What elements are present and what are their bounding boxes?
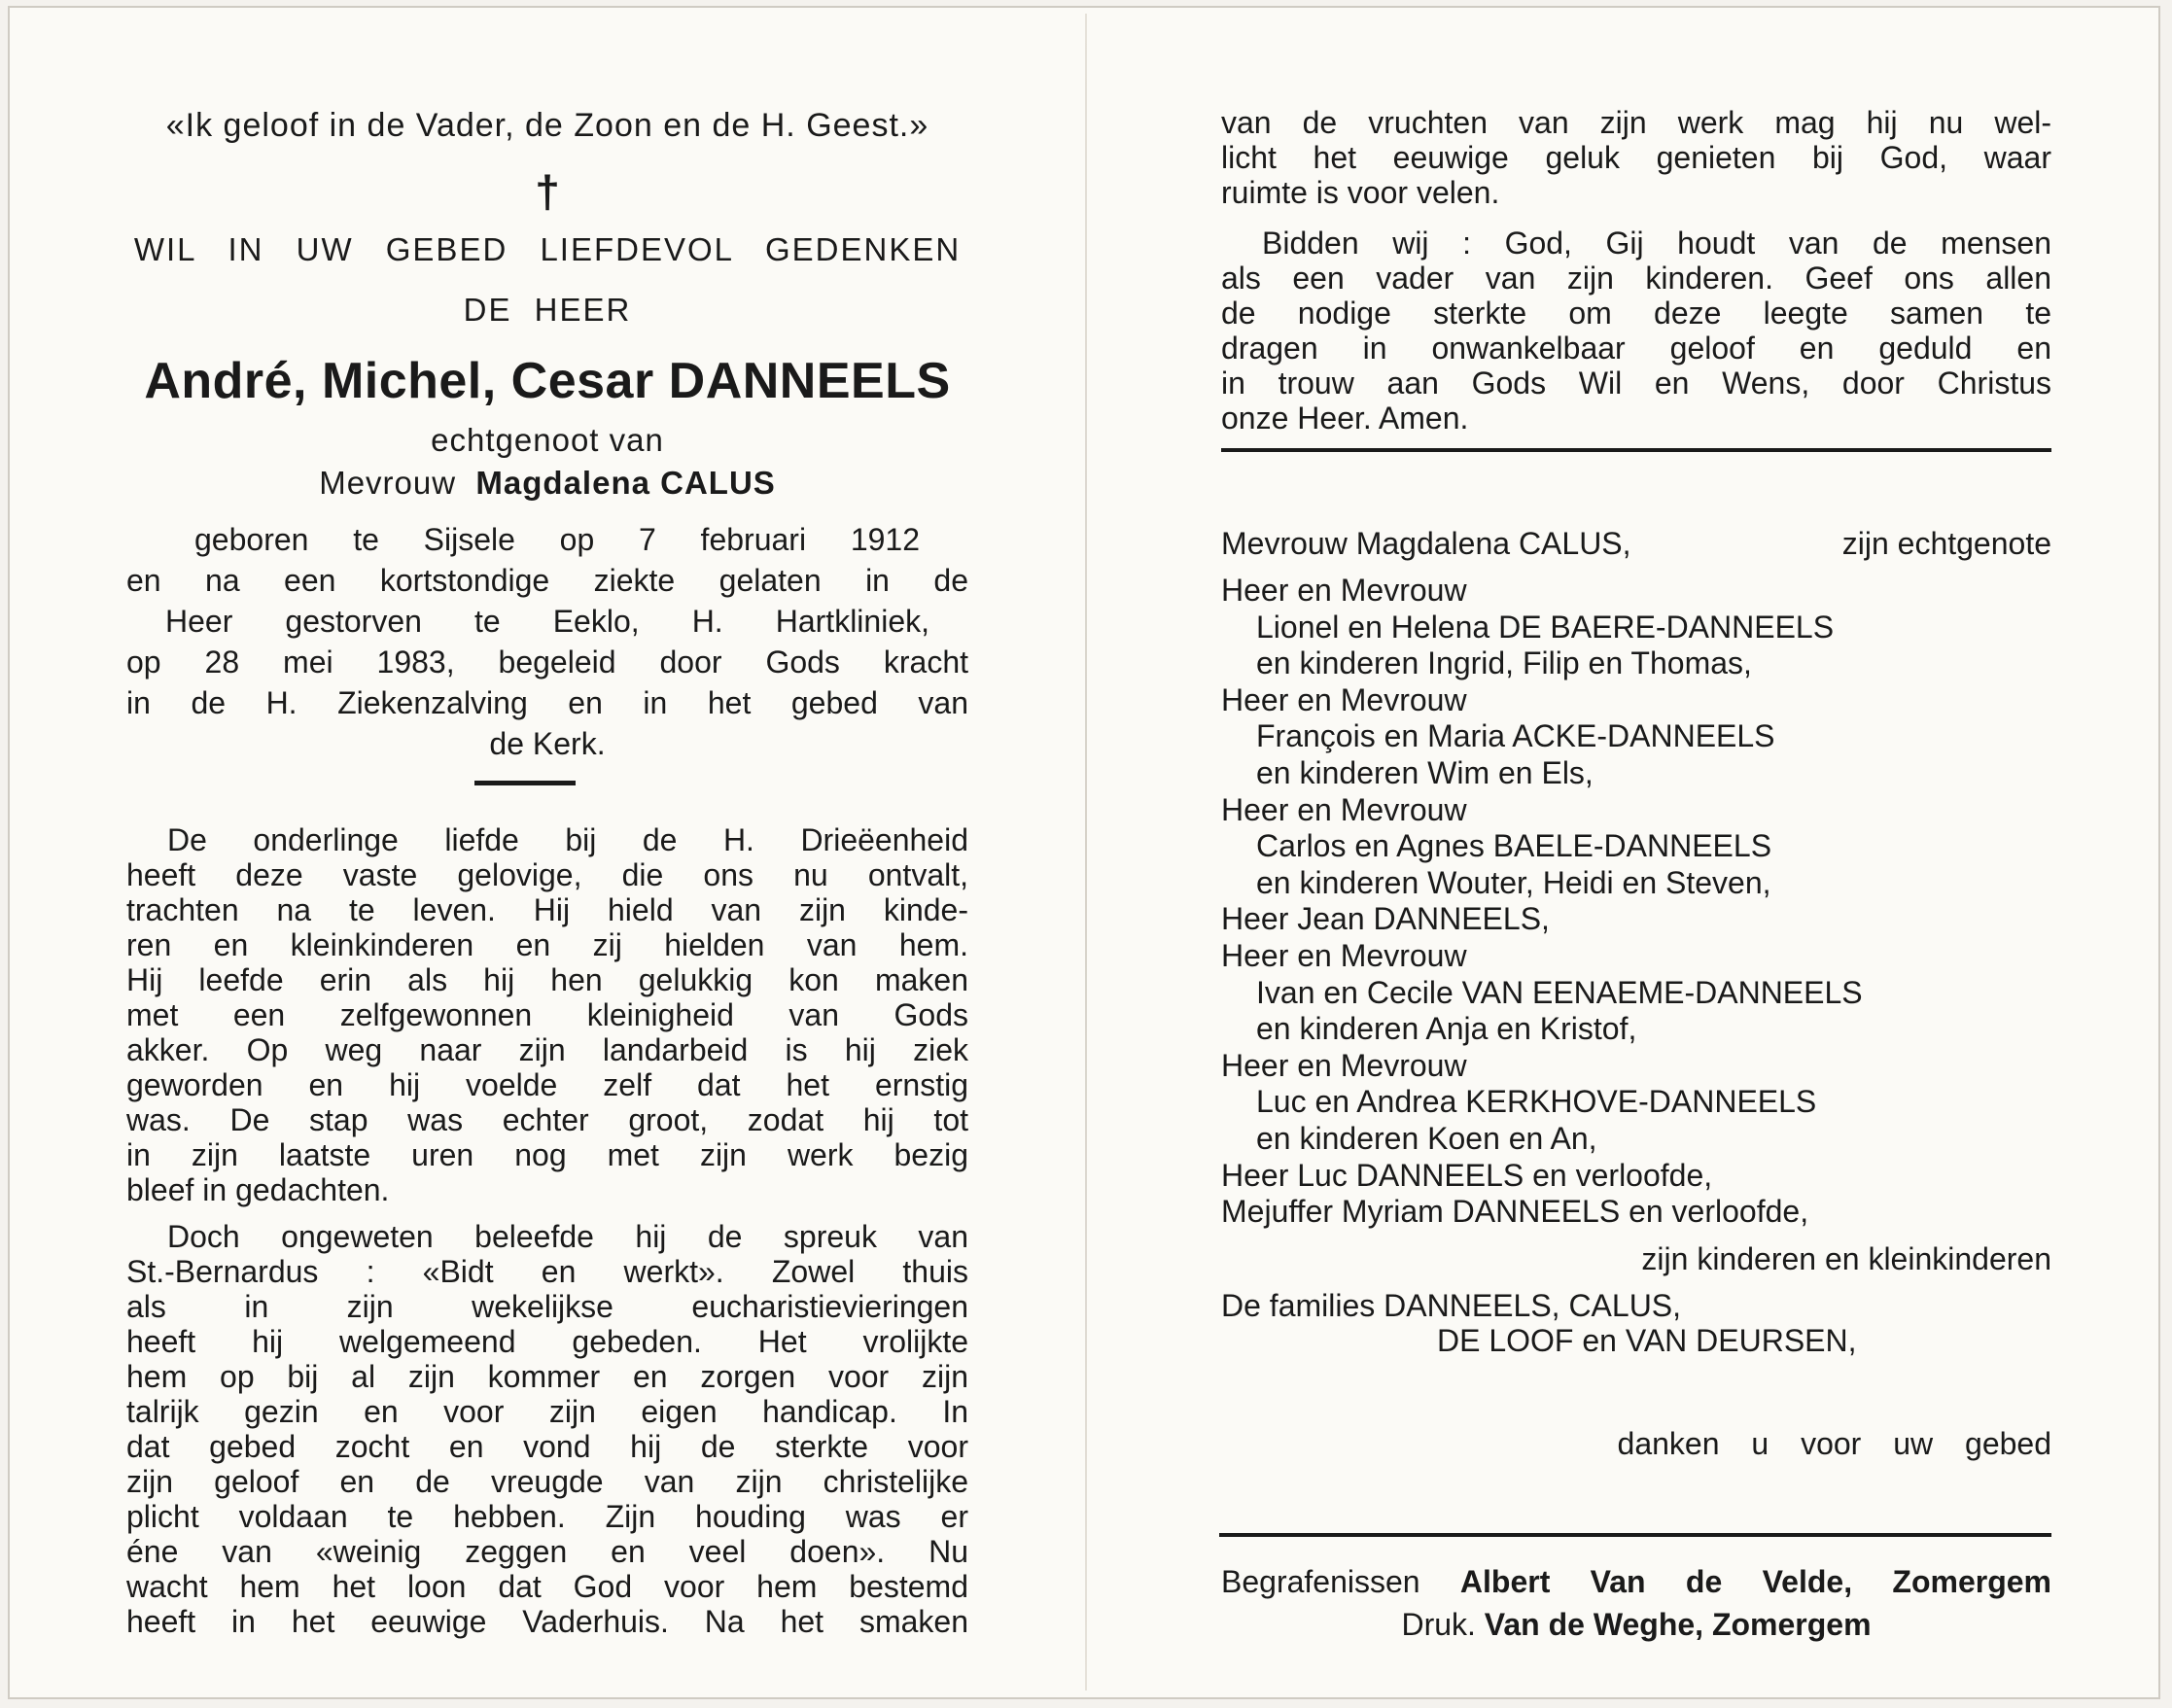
text-line: Doch ongeweten beleefde hij de spreuk van	[167, 1219, 968, 1254]
family-line: en kinderen Wouter, Heidi en Steven,	[1256, 864, 1771, 900]
undertaker-line	[1221, 1561, 2051, 1602]
text-line: als in zijn wekelijkse eucharistievieringen	[126, 1289, 968, 1324]
text-line: in zijn laatste uren nog met zijn werk bezig	[126, 1137, 968, 1172]
family-line: en kinderen Wim en Els,	[1256, 755, 1594, 790]
prayer	[1221, 226, 2051, 436]
printer-label: Druk.	[1401, 1607, 1476, 1642]
paragraph-spreuk	[126, 1219, 968, 1639]
text-line: onze Heer. Amen.	[1221, 401, 1469, 436]
text-line: heeft deze vaste gelovige, die ons nu ontvalt,	[126, 857, 968, 892]
text-line: zijn geloof en de vreugde van zijn christelijke	[126, 1464, 968, 1499]
family-line: Heer en Mevrouw	[1221, 1047, 1467, 1083]
bio-line: op 28 mei 1983, begeleid door Gods kracht	[126, 645, 968, 680]
bio-line: in de H. Ziekenzalving en in het gebed van	[126, 685, 968, 720]
family-line: Luc en Andrea KERKHOVE-DANNEELS	[1256, 1084, 1817, 1120]
text-line: éne van «weinig zeggen en veel doen». Nu	[126, 1534, 968, 1569]
family-line: Heer en Mevrouw	[1221, 791, 1467, 827]
text-line: heeft hij welgemeend gebeden. Het vrolijkte	[126, 1324, 968, 1359]
text-line: trachten na te leven. Hij hield van zijn kinde-	[126, 892, 968, 927]
spouse-intro: echtgenoot van	[431, 422, 664, 458]
family-line: Ivan en Cecile VAN EENAEME-DANNEELS	[1256, 974, 1863, 1010]
thanks-text: danken u voor uw gebed	[1617, 1426, 2051, 1461]
undertaker-name: Albert Van de Velde, Zomergem	[1459, 1564, 2052, 1599]
divider	[1221, 448, 2051, 452]
card-fold	[1085, 14, 1087, 1691]
text-line: akker. Op weg naar zijn landarbeid is hij ziek	[126, 1032, 968, 1067]
family-line: Mejuffer Myriam DANNEELS en verloofde,	[1221, 1194, 1809, 1230]
text-line: Hij leefde erin als hij hen gelukkig kon maken	[126, 962, 968, 997]
bio-line: geboren te Sijsele op 7 februari 1912	[194, 522, 920, 557]
text-line: hem op bij al zijn kommer en zorgen voor zijn	[126, 1359, 968, 1394]
family-line: Heer en Mevrouw	[1221, 573, 1467, 608]
family-line: Carlos en Agnes BAELE-DANNEELS	[1256, 828, 1772, 864]
text-line: geworden en hij voelde zelf dat het ernstig	[126, 1067, 968, 1102]
undertaker-label: Begrafenissen	[1221, 1564, 1420, 1599]
printer-name: Van de Weghe, Zomergem	[1484, 1607, 1872, 1642]
text-line: ruimte is voor velen.	[1221, 175, 1500, 210]
text-line: talrijk gezin en voor zijn eigen handicap. In	[126, 1394, 968, 1429]
honorific-title: DE HEER	[463, 292, 632, 328]
spouse-name: Magdalena CALUS	[475, 465, 776, 501]
text-line: dat gebed zocht en vond hij de sterkte voor	[126, 1429, 968, 1464]
spouse-line	[126, 463, 968, 504]
bio-line: de Kerk.	[489, 726, 606, 761]
family-line: Heer en Mevrouw	[1221, 938, 1467, 973]
text-line: in trouw aan Gods Wil en Wens, door Christus	[1221, 366, 2051, 401]
creed-quote: «Ik geloof in de Vader, de Zoon en de H. Geest.»	[165, 107, 929, 144]
text-line: plicht voldaan te hebben. Zijn houding was er	[126, 1499, 968, 1534]
text-line: dragen in onwankelbaar geloof en geduld en	[1221, 331, 2051, 366]
text-line: met een zelfgewonnen kleinigheid van Gods	[126, 997, 968, 1032]
family-line: en kinderen Anja en Kristof,	[1256, 1011, 1637, 1047]
paragraph-love	[126, 822, 968, 1207]
biography	[126, 519, 968, 764]
divider	[474, 781, 576, 785]
remembrance-heading: WIL IN UW GEBED LIEFDEVOL GEDENKEN	[133, 231, 962, 267]
text-line: was. De stap was echter groot, zodat hij tot	[126, 1102, 968, 1137]
family-list	[1221, 525, 2051, 1361]
text-line: heeft in het eeuwige Vaderhuis. Na het smaken	[126, 1604, 968, 1639]
paragraph-continued	[1221, 105, 2051, 210]
family-line: Lionel en Helena DE BAERE-DANNEELS	[1256, 609, 1835, 645]
text-line: St.-Bernardus : «Bidt en werkt». Zowel thuis	[126, 1254, 968, 1289]
family-line: en kinderen Ingrid, Filip en Thomas,	[1256, 645, 1752, 681]
text-line: De onderlinge liefde bij de H. Drieëenheid	[167, 822, 968, 857]
family-line: en kinderen Koen en An,	[1256, 1121, 1597, 1156]
families-line-2: DE LOOF en VAN DEURSEN,	[1437, 1323, 1857, 1358]
family-line: Heer Jean DANNEELS,	[1221, 901, 1550, 937]
text-line: ren en kleinkinderen en zij hielden van hem.	[126, 927, 968, 962]
text-line: licht het eeuwige geluk genieten bij God, waar	[1221, 140, 2051, 175]
text-line: van de vruchten van zijn werk mag hij nu wel-	[1221, 105, 2051, 140]
deceased-name: André, Michel, Cesar DANNEELS	[144, 353, 951, 409]
bio-line: en na een kortstondige ziekte gelaten in de	[126, 563, 968, 598]
families-line-1: De families DANNEELS, CALUS,	[1221, 1288, 1682, 1323]
divider	[1219, 1533, 2051, 1537]
text-line: Bidden wij : God, Gij houdt van de mensen	[1262, 226, 2051, 261]
family-line: Heer en Mevrouw	[1221, 681, 1467, 717]
family-spouse-role: zijn echtgenote	[1841, 526, 2051, 561]
text-line: bleef in gedachten.	[126, 1172, 390, 1207]
children-note: zijn kinderen en kleinkinderen	[1641, 1241, 2051, 1276]
bio-line: Heer gestorven te Eeklo, H. Hartkliniek,	[165, 604, 929, 639]
printer-line	[1221, 1604, 2051, 1645]
text-line: als een vader van zijn kinderen. Geef ons allen	[1221, 261, 2051, 296]
text-line: wacht hem het loon dat God voor hem bestemd	[126, 1569, 968, 1604]
spouse-prefix: Mevrouw	[319, 465, 457, 501]
family-spouse: Mevrouw Magdalena CALUS,	[1221, 526, 1631, 561]
text-line: de nodige sterkte om deze leegte samen te	[1221, 296, 2051, 331]
family-line: Heer Luc DANNEELS en verloofde,	[1221, 1157, 1713, 1193]
family-line: François en Maria ACKE-DANNEELS	[1256, 718, 1775, 754]
cross-icon: †	[535, 166, 560, 217]
